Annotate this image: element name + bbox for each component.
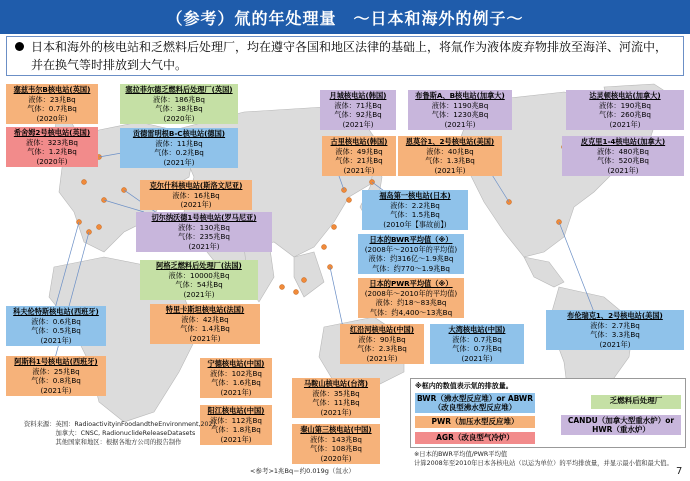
site-liquid: 液体：112兆Bq bbox=[210, 415, 262, 425]
site-gas: 气体：1.3兆Bq bbox=[425, 156, 475, 166]
page-number: 7 bbox=[676, 466, 683, 477]
site-name: 红沿河核电站(中国) bbox=[349, 325, 415, 334]
site-gas: 气体：108兆Bq bbox=[310, 444, 362, 454]
site-year: (2020年) bbox=[36, 113, 68, 123]
site-name: 布伦瑞克1、2号核电站(美国) bbox=[567, 311, 663, 320]
legend-pwr: PWR（加压水型反应堆） bbox=[415, 416, 535, 428]
site-year: (2021年) bbox=[599, 339, 631, 349]
site-year: (2021年) bbox=[366, 353, 398, 363]
site-year: (2021年) bbox=[607, 165, 639, 175]
site-box bbox=[120, 128, 238, 168]
site-year: (2021年) bbox=[220, 387, 252, 397]
site-year: (2021年) bbox=[609, 119, 641, 129]
site-liquid: 液体：1190兆Bq bbox=[431, 100, 489, 110]
site-liquid: 液体：49兆Bq bbox=[335, 146, 383, 156]
site-name: 塞拉菲尔德乏燃料后处理厂(英国) bbox=[125, 85, 233, 94]
site-year: (2021年) bbox=[189, 333, 221, 343]
site-gas: 气体：1.5兆Bq bbox=[390, 210, 440, 220]
site-box bbox=[150, 304, 260, 344]
site-year: (2010年【事故前】) bbox=[383, 219, 447, 229]
site-gas: 气体：54兆Bq bbox=[175, 280, 223, 290]
site-gas: 气体：1230兆Bq bbox=[431, 110, 489, 120]
intro-text: 日本和海外的核电站和乏燃料后处理厂，均在遵守各国和地区法律的基础上，将氚作为液体废弃物排放至海洋、河流中，并在换气等时排放到大气中。 bbox=[31, 40, 668, 72]
site-liquid: 液体：35兆Bq bbox=[312, 388, 360, 398]
site-year: (2021年) bbox=[163, 157, 195, 167]
site-name: 月城核电站(韩国) bbox=[329, 91, 387, 100]
site-box bbox=[140, 260, 258, 300]
source-line: 资料来源：英国：RadioactivityinFoodandtheEnvironment,2021 bbox=[24, 421, 217, 428]
site-name: 塞兹韦尔B核电站(英国) bbox=[13, 85, 91, 94]
site-gas: 气体：1.2兆Bq bbox=[27, 147, 77, 157]
site-liquid: 液体：23兆Bq bbox=[28, 94, 76, 104]
site-name: 布鲁斯A、B核电站(加拿大) bbox=[415, 91, 505, 100]
site-box bbox=[358, 234, 464, 274]
site-box bbox=[340, 324, 424, 364]
site-box bbox=[398, 136, 502, 176]
site-gas: 气体：2.3兆Bq bbox=[357, 344, 407, 354]
site-box bbox=[430, 324, 524, 364]
site-box bbox=[358, 278, 464, 318]
site-gas: 气体：21兆Bq bbox=[335, 156, 383, 166]
site-name: 希舍姆2号核电站(英国) bbox=[13, 128, 91, 137]
legend-candu: CANDU（加拿大型重水炉）or HWR（重水炉） bbox=[561, 415, 681, 435]
site-box bbox=[200, 358, 272, 398]
site-gas: 气体：1.8兆Bq bbox=[211, 425, 261, 435]
site-liquid: 液体：10000兆Bq bbox=[168, 270, 230, 280]
site-gas: 气体：约770～1.9兆Bq bbox=[372, 263, 450, 273]
site-liquid: 液体：0.6兆Bq bbox=[31, 316, 81, 326]
site-box bbox=[6, 356, 106, 396]
site-gas: 气体：0.8兆Bq bbox=[31, 376, 81, 386]
site-liquid: 液体：190兆Bq bbox=[599, 100, 651, 110]
site-liquid: 液体：186兆Bq bbox=[153, 94, 205, 104]
world-map-graphic bbox=[4, 82, 686, 422]
site-name: 皮克里1-4核电站(加拿大) bbox=[580, 137, 666, 146]
site-year: (2021年) bbox=[40, 385, 72, 395]
site-box bbox=[546, 310, 684, 350]
site-liquid: 液体：323兆Bq bbox=[26, 137, 78, 147]
conversion-note: <参考>1兆Bq＝约0.019g（氚水） bbox=[250, 467, 355, 475]
legend-reprocess: 乏燃料后处理厂 bbox=[591, 395, 681, 409]
site-box bbox=[362, 190, 468, 230]
site-liquid: 液体：130兆Bq bbox=[178, 222, 230, 232]
site-box bbox=[6, 127, 98, 167]
site-name: 大湾核电站(中国) bbox=[448, 325, 506, 334]
footnote: ※日本的BWR平均值/PWR平均值 计算2008年至2010年日本各核电站（以运为单位）的平均排放量，并显示最小值和最大值。 bbox=[414, 451, 673, 467]
site-note: (2008年～2010年的平均值) bbox=[364, 244, 458, 254]
site-box bbox=[120, 84, 238, 124]
site-name: 特里卡斯坦核电站(法国) bbox=[165, 305, 245, 314]
site-name: 切尔纳沃德1号核电站(罗马尼亚) bbox=[151, 213, 257, 222]
site-gas: 气体：38兆Bq bbox=[155, 104, 203, 114]
site-name: 阿斯科1号核电站(西班牙) bbox=[14, 357, 98, 366]
site-year: (2020年) bbox=[163, 113, 195, 123]
site-name: 日本的BWR平均值（※） bbox=[369, 235, 453, 244]
source-line: 加拿大：CNSC, RadionuclideReleaseDatasets bbox=[24, 430, 196, 437]
site-box bbox=[320, 90, 396, 130]
site-name: 阿格乏燃料后处理厂(法国) bbox=[156, 261, 242, 270]
site-name: 马鞍山核电站(台湾) bbox=[303, 379, 369, 388]
legend-bwr: BWR（沸水型反应堆）or ABWR（改良型沸水型反应堆） bbox=[415, 393, 535, 413]
site-year: (2021年) bbox=[343, 165, 375, 175]
site-liquid: 液体：约18～83兆Bq bbox=[375, 298, 447, 308]
site-liquid: 液体：0.7兆Bq bbox=[452, 334, 502, 344]
site-gas: 气体：0.5兆Bq bbox=[31, 326, 81, 336]
site-year: (2021年) bbox=[180, 200, 212, 210]
site-liquid: 液体：71兆Bq bbox=[334, 100, 382, 110]
site-gas: 气体：0.7兆Bq bbox=[452, 344, 502, 354]
site-name: 日本的PWR平均值（※） bbox=[369, 279, 453, 288]
intro-box bbox=[6, 36, 684, 76]
site-name: 阳江核电站(中国) bbox=[207, 406, 265, 415]
site-box bbox=[136, 212, 272, 252]
site-year: (2021年) bbox=[434, 165, 466, 175]
site-liquid: 液体：约316亿～1.9兆Bq bbox=[368, 254, 454, 264]
site-name: 古里核电站(韩国) bbox=[330, 137, 388, 146]
site-gas: 气体：1.6兆Bq bbox=[211, 378, 261, 388]
site-year: (2021年) bbox=[320, 407, 352, 417]
site-year: (2021年) bbox=[188, 241, 220, 251]
site-liquid: 液体：102兆Bq bbox=[210, 368, 262, 378]
legend-note: ※框内的数值表示氚的排放量。 bbox=[415, 382, 513, 390]
site-box bbox=[408, 90, 512, 130]
site-box bbox=[292, 378, 380, 418]
site-year: (2021年) bbox=[220, 434, 252, 444]
site-gas: 气体：11兆Bq bbox=[312, 398, 360, 408]
site-gas: 气体：520兆Bq bbox=[597, 156, 649, 166]
site-gas: 气体：0.2兆Bq bbox=[154, 148, 204, 158]
legend-agr: AGR（改良型气冷炉） bbox=[415, 432, 535, 444]
site-name: 恩莫谷1、2号核电站(美国) bbox=[405, 137, 495, 146]
site-gas: 气体：0.7兆Bq bbox=[27, 104, 77, 114]
site-liquid: 液体：16兆Bq bbox=[172, 190, 220, 200]
site-year: (2020年) bbox=[36, 156, 68, 166]
site-gas: 气体：235兆Bq bbox=[178, 232, 230, 242]
source-line: 其他国家和地区：根据各地方公司的报告制作 bbox=[24, 439, 182, 446]
site-box bbox=[140, 180, 252, 210]
site-gas: 气体：92兆Bq bbox=[334, 110, 382, 120]
world-map bbox=[4, 82, 686, 422]
bullet-icon bbox=[15, 42, 24, 51]
legend bbox=[410, 378, 686, 448]
site-liquid: 液体：480兆Bq bbox=[597, 146, 649, 156]
page-title: （参考）氚的年处理量 ～日本和海外的例子～ bbox=[0, 0, 690, 34]
site-name: 克尔什科核电站(斯洛文尼亚) bbox=[149, 181, 243, 190]
site-liquid: 液体：25兆Bq bbox=[32, 366, 80, 376]
site-liquid: 液体：90兆Bq bbox=[358, 334, 406, 344]
site-gas: 气体：1.4兆Bq bbox=[180, 324, 230, 334]
site-name: 科夫伦特斯核电站(西班牙) bbox=[13, 307, 99, 316]
site-box bbox=[322, 136, 396, 176]
site-gas: 气体：260兆Bq bbox=[599, 110, 651, 120]
site-gas: 气体：约4,400～13兆Bq bbox=[369, 307, 453, 317]
site-name: 贡德雷明根B-C核电站(德国) bbox=[132, 129, 226, 138]
site-name: 达灵顿核电站(加拿大) bbox=[589, 91, 661, 100]
site-year: (2021年) bbox=[444, 119, 476, 129]
site-year: (2021年) bbox=[40, 335, 72, 345]
site-box bbox=[566, 90, 684, 130]
sources bbox=[24, 420, 324, 447]
site-liquid: 液体：143兆Bq bbox=[310, 434, 362, 444]
site-liquid: 液体：2.7兆Bq bbox=[590, 320, 640, 330]
site-name: 秦山第三核电站(中国) bbox=[300, 425, 372, 434]
site-name: 宁德核电站(中国) bbox=[207, 359, 265, 368]
site-year: (2021年) bbox=[183, 289, 215, 299]
site-year: (2020年) bbox=[320, 453, 352, 463]
site-box bbox=[6, 84, 98, 124]
site-gas: 气体：3.3兆Bq bbox=[590, 330, 640, 340]
site-year: (2021年) bbox=[342, 119, 374, 129]
site-liquid: 液体：40兆Bq bbox=[426, 146, 474, 156]
site-box bbox=[6, 306, 106, 346]
site-liquid: 液体：42兆Bq bbox=[181, 314, 229, 324]
site-liquid: 液体：2.2兆Bq bbox=[390, 200, 440, 210]
site-year: (2021年) bbox=[461, 353, 493, 363]
site-box bbox=[562, 136, 684, 176]
site-name: 福岛第一核电站(日本) bbox=[379, 191, 451, 200]
site-liquid: 液体：11兆Bq bbox=[155, 138, 203, 148]
site-note: (2008年～2010年的平均值) bbox=[364, 288, 458, 298]
